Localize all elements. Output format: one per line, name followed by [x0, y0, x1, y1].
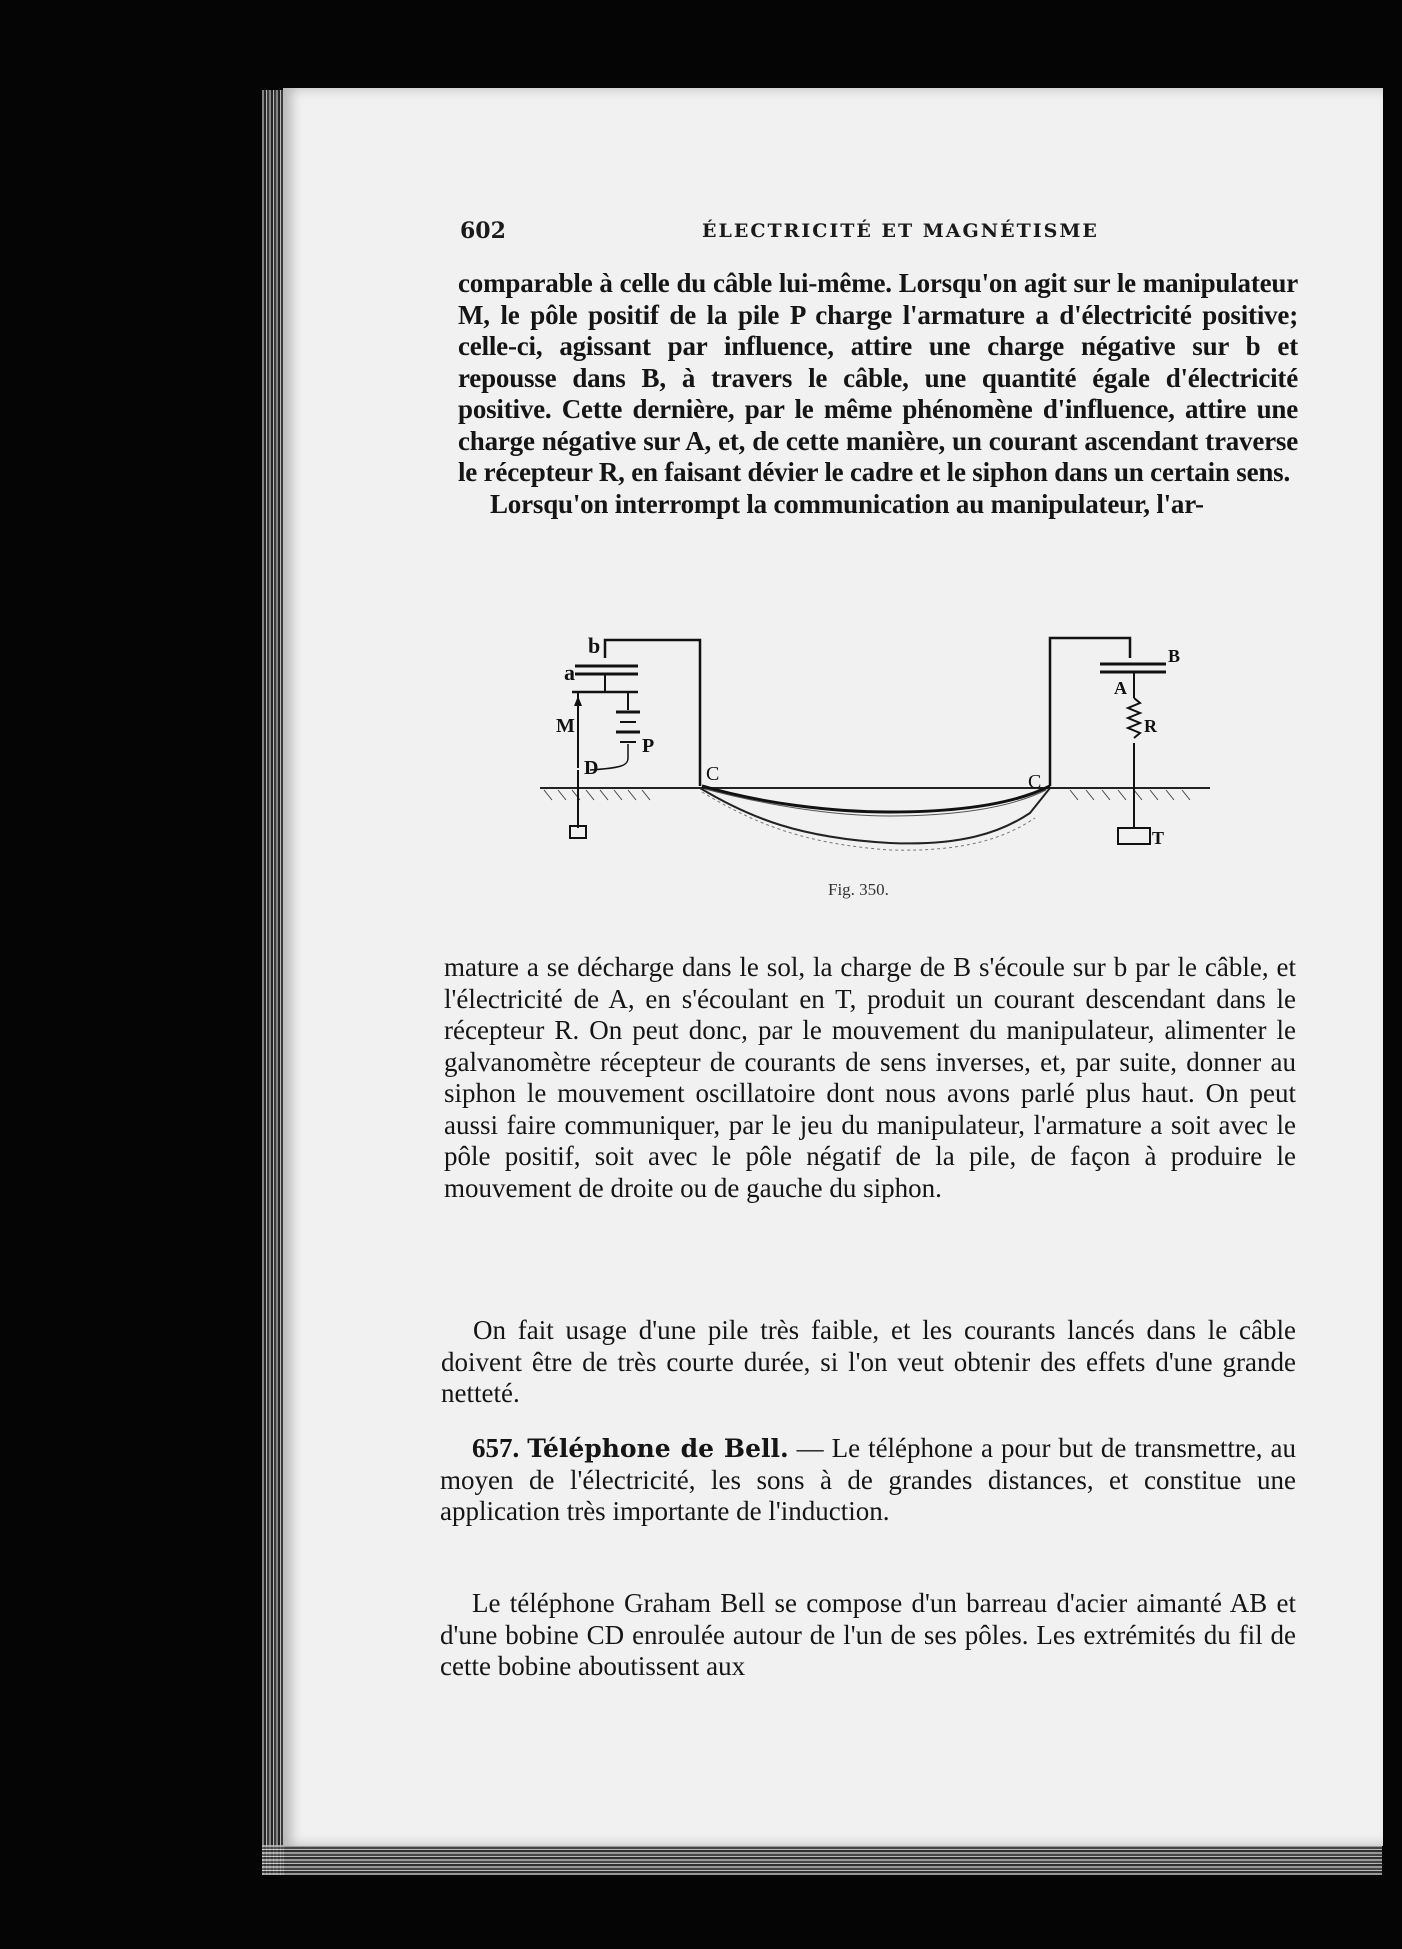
figure-label-r: R [1144, 716, 1157, 736]
paragraph-1 [458, 268, 1298, 520]
figure-label-b-upper: B [1168, 646, 1181, 666]
book-bottom-edges [262, 1845, 1382, 1875]
figure-label-d: D [584, 757, 599, 779]
paragraph-3-text: mature a se décharge dans le sol, la charge de B s'écoule sur b par le câble, et l'électricité de A, en s'écoulant en T, produit un courant descendant dans le récepteur R. On peut donc, par le mouvement du manipulateur, alimenter le galvanomètre récepteur de courants de sens inverses, et, par suite, donner au siphon le mouvement oscillatoire dont nous avons parlé plus haut. On peut aussi faire communiquer, par le jeu du manipulateur, l'armature a soit avec le pôle positif, soit avec le pôle négatif de la pile, de façon à produire le mouvement de droite ou de gauche du siphon. [444, 952, 1296, 1203]
figure-label-c-right: C [1028, 771, 1042, 793]
figure-350-diagram [530, 628, 1220, 868]
figure-label-t: T [1152, 828, 1165, 848]
figure-label-a-upper: A [1114, 678, 1127, 698]
section-657 [440, 1433, 1296, 1528]
paragraph-4 [441, 1315, 1296, 1410]
figure-label-p: P [642, 735, 655, 757]
section-title: Téléphone de Bell. [527, 1434, 789, 1463]
section-number: 657. [472, 1433, 520, 1463]
page-number: 602 [460, 218, 506, 244]
figure-label-c-left: C [706, 763, 720, 785]
running-title: ÉLECTRICITÉ ET MAGNÉTISME [702, 220, 1099, 242]
paragraph-6-text: Le téléphone Graham Bell se compose d'un barreau d'acier aimanté AB et d'une bobine CD enroulée autour de l'un de ses pôles. Les extrémités du fil de cette bobine aboutissent aux [440, 1588, 1296, 1681]
paragraph-4-text: On fait usage d'une pile très faible, et les courants lancés dans le câble doivent être de très courte durée, si l'on veut obtenir des effets d'une grande netteté. [441, 1315, 1296, 1408]
paragraph-3 [444, 952, 1296, 1204]
figure-label-b: b [588, 633, 601, 658]
running-header [460, 218, 1100, 248]
paragraph-2-text: Lorsqu'on interrompt la communication au manipulateur, l'ar- [490, 488, 1204, 519]
figure-caption: Fig. 350. [828, 880, 889, 899]
book-page-edges [262, 90, 284, 1875]
figure-label-m: M [556, 715, 575, 737]
section-intro-text: — Le téléphone a pour but de transmettre, au moyen de l'électricité, les sons à de grandes distances, et constitue une application très importante de l'induction. [440, 1433, 1297, 1526]
figure-label-a: a [564, 660, 575, 685]
paragraph-6 [440, 1588, 1296, 1683]
paragraph-1-text: comparable à celle du câble lui-même. Lorsqu'on agit sur le manipulateur M, le pôle positif de la pile P charge l'armature a d'électricité positive; celle-ci, agissant par influence, attire une charge négative sur b et repousse dans B, à travers le câble, une quantité égale d'électricité positive. Cette dernière, par le même phénomène d'influence, attire une charge négative sur A, et, de cette manière, un courant ascendant traverse le récepteur R, en faisant dévier le cadre et le siphon dans un certain sens. [458, 268, 1298, 487]
